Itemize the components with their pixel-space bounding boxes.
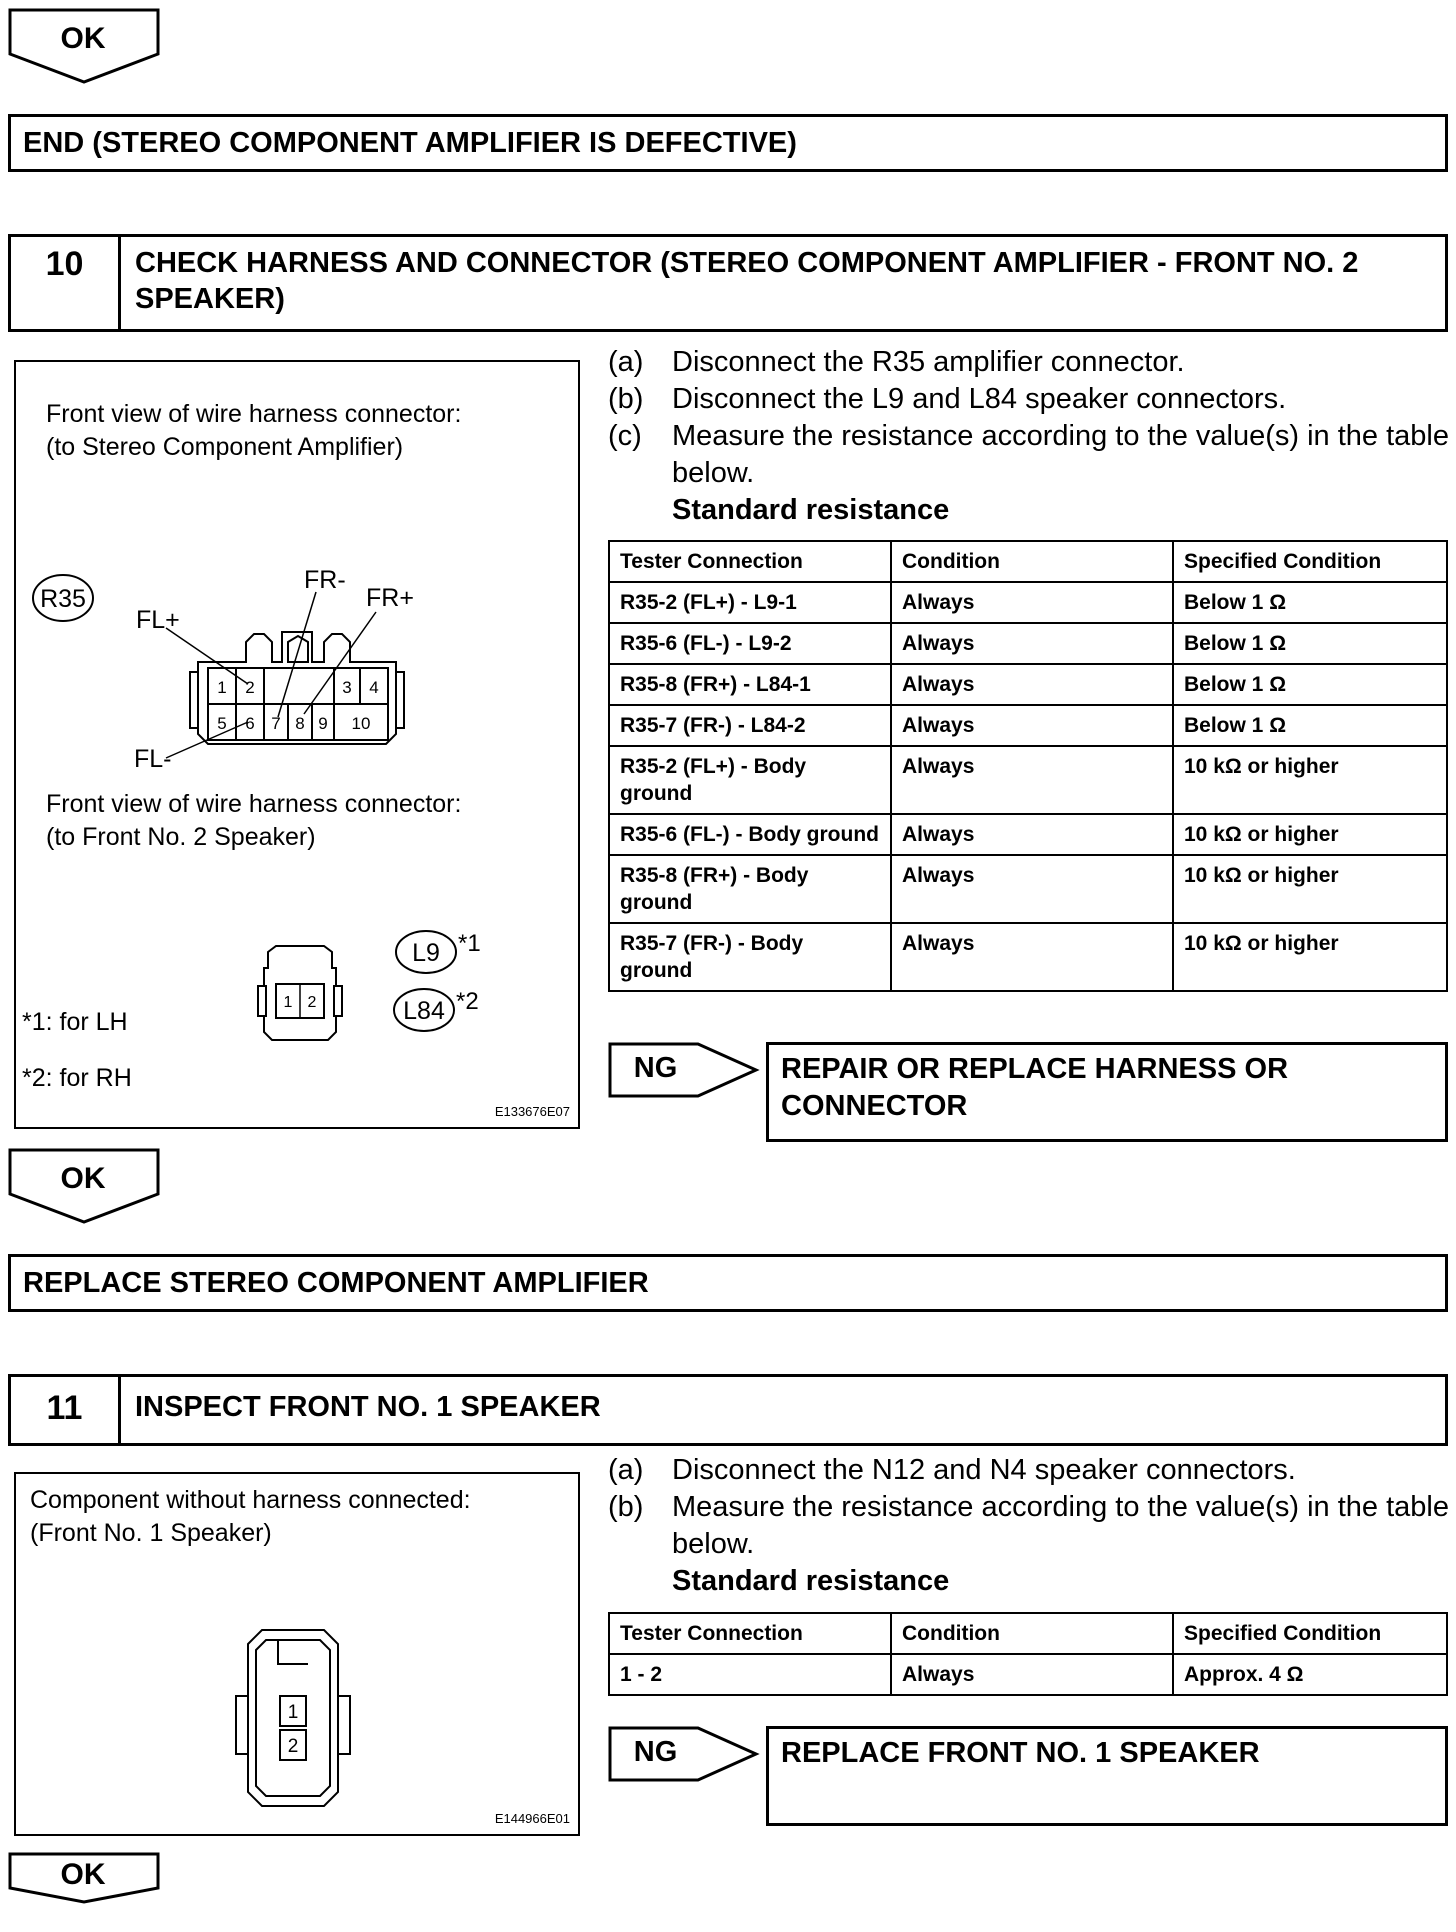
end-defective-text: END (STEREO COMPONENT AMPLIFIER IS DEFECTIVE) [23,127,797,159]
instruction-label: (a) [608,346,644,378]
l9-label: L9 [412,939,440,967]
instruction-label: (b) [608,383,644,415]
table-cell: Below 1 Ω [1173,664,1447,705]
step-11-figure [14,1472,580,1836]
step-number-text: 11 [46,1389,83,1427]
note-rh: *2: for RH [22,1064,132,1092]
table-row [609,923,1447,991]
standard-resistance-label: Standard resistance [672,1565,950,1597]
fr-minus-label: FR- [304,566,346,594]
pin-10: 10 [351,714,371,733]
table-cell: 10 kΩ or higher [1173,923,1447,991]
instruction-text: Disconnect the N12 and N4 speaker connectors. [672,1454,1296,1486]
ok-arrow-3 [8,1852,168,1932]
table-cell: R35-2 (FL+) - L9-1 [609,582,891,623]
table-cell: 10 kΩ or higher [1173,814,1447,855]
caption-line: (to Front No. 2 Speaker) [46,823,316,851]
ng-result-text: REPLACE FRONT NO. 1 SPEAKER [781,1737,1260,1769]
step-title: CHECK HARNESS AND CONNECTOR (STEREO COMPONENT AMPLIFIER - FRONT NO. 2 SPEAKER) [135,247,1359,315]
ok-label: OK [60,1162,106,1195]
pin-6: 6 [245,714,255,733]
table-row [609,664,1447,705]
table-cell: Below 1 Ω [1173,705,1447,746]
table-cell: Always [891,855,1173,923]
caption-line: Front view of wire harness connector: [46,790,462,818]
pin-8: 8 [295,714,305,733]
ng-result-box-1 [766,1042,1448,1142]
pin-9: 9 [318,714,328,733]
instruction-b [608,1489,1448,1563]
table-cell: Always [891,582,1173,623]
fl-plus-label: FL+ [136,606,180,634]
table-row [609,623,1447,664]
step-11-spec-table [608,1612,1448,1696]
table-cell: Always [891,814,1173,855]
header-cell: Specified Condition [1173,1613,1447,1654]
table-cell: Always [891,746,1173,814]
ng-label: NG [633,1736,678,1768]
ok-label: OK [60,22,106,55]
speaker-pin-1: 1 [283,994,293,1011]
step-number [11,1377,121,1443]
table-cell: 10 kΩ or higher [1173,746,1447,814]
instruction-label: (c) [608,420,642,452]
table-row [609,582,1447,623]
step-10-figure [14,360,580,1129]
table-row [609,814,1447,855]
instruction-c [608,418,1448,492]
table-cell: R35-7 (FR-) - L84-2 [609,705,891,746]
figure-code: E144966E01 [494,1811,570,1826]
step-11-instructions [608,1452,1448,1612]
table-cell: Always [891,923,1173,991]
table-cell: R35-6 (FL-) - Body ground [609,814,891,855]
step-number-text: 10 [45,245,84,283]
pin-7: 7 [271,714,281,733]
table-cell: R35-8 (FR+) - Body ground [609,855,891,923]
ng-result-text: REPAIR OR REPLACE HARNESS OR CONNECTOR [781,1053,1289,1122]
pin-3: 3 [342,678,352,697]
table-cell: Approx. 4 Ω [1173,1654,1447,1695]
table-row [609,746,1447,814]
ok-arrow-2 [8,1148,168,1228]
mark-2: *2 [456,988,479,1015]
pin-1: 1 [217,678,227,697]
instruction-text: Disconnect the R35 amplifier connector. [672,346,1185,378]
instruction-b [608,381,1448,418]
ng-arrow-2 [608,1726,768,1786]
header-cell: Tester Connection [609,541,891,582]
step-11-header [8,1374,1448,1446]
ng-label: NG [633,1052,678,1084]
instruction-text: Measure the resistance according to the value(s) in the table below. [672,420,1449,489]
standard-resistance-label: Standard resistance [672,494,950,526]
speaker-pin-2: 2 [307,994,317,1011]
step-10-instructions [608,344,1448,544]
r35-label: R35 [40,585,86,613]
instruction-label: (b) [608,1491,644,1523]
step-title: INSPECT FRONT NO. 1 SPEAKER [135,1391,601,1423]
caption-line: (Front No. 1 Speaker) [30,1519,272,1547]
ng-arrow-1 [608,1042,768,1102]
table-cell: R35-2 (FL+) - Body ground [609,746,891,814]
front-no1-speaker-diagram [16,1474,582,1838]
table-cell: Always [891,705,1173,746]
caption-line: Front view of wire harness connector: [46,400,462,428]
ok-label: OK [60,1858,106,1891]
table-header-row [609,541,1447,582]
table-cell: R35-7 (FR-) - Body ground [609,923,891,991]
pin-2: 2 [245,678,255,697]
replace-amplifier-box [8,1254,1448,1312]
mark-1: *1 [458,930,481,957]
table-cell: Below 1 Ω [1173,623,1447,664]
ok-arrow-1 [8,8,168,88]
header-cell: Condition [891,541,1173,582]
instruction-label: (a) [608,1454,644,1486]
caption-line: Component without harness connected: [30,1486,471,1514]
fr-plus-label: FR+ [366,584,414,612]
figure-code: E133676E07 [494,1104,570,1119]
pin-5: 5 [217,714,227,733]
step-number [11,237,121,329]
table-cell: 1 - 2 [609,1654,891,1695]
table-cell: Always [891,664,1173,705]
instruction-a [608,1452,1448,1489]
replace-amplifier-text: REPLACE STEREO COMPONENT AMPLIFIER [23,1267,649,1299]
instruction-text: Measure the resistance according to the value(s) in the table below. [672,1491,1449,1560]
table-row [609,705,1447,746]
end-defective-box [8,114,1448,172]
table-cell: Always [891,623,1173,664]
table-cell: 10 kΩ or higher [1173,855,1447,923]
figure-caption-2 [46,788,461,854]
note-lh: *1: for LH [22,1008,128,1036]
table-cell: R35-6 (FL-) - L9-2 [609,623,891,664]
table-cell: Below 1 Ω [1173,582,1447,623]
step-10-spec-table [608,540,1448,992]
caption-line: (to Stereo Component Amplifier) [46,433,404,461]
table-row [609,1654,1447,1695]
table-header-row [609,1613,1447,1654]
instruction-a [608,344,1448,381]
speaker-pin-1: 1 [287,1702,299,1723]
ng-result-box-2 [766,1726,1448,1826]
table-cell: R35-8 (FR+) - L84-1 [609,664,891,705]
table-row [609,855,1447,923]
table-cell: Always [891,1654,1173,1695]
header-cell: Specified Condition [1173,541,1447,582]
header-cell: Condition [891,1613,1173,1654]
speaker-pin-2: 2 [287,1736,299,1757]
fl-minus-label: FL- [134,745,172,773]
instruction-text: Disconnect the L9 and L84 speaker connectors. [672,383,1287,415]
pin-4: 4 [369,678,379,697]
step-10-header [8,234,1448,332]
header-cell: Tester Connection [609,1613,891,1654]
l84-label: L84 [403,997,445,1025]
